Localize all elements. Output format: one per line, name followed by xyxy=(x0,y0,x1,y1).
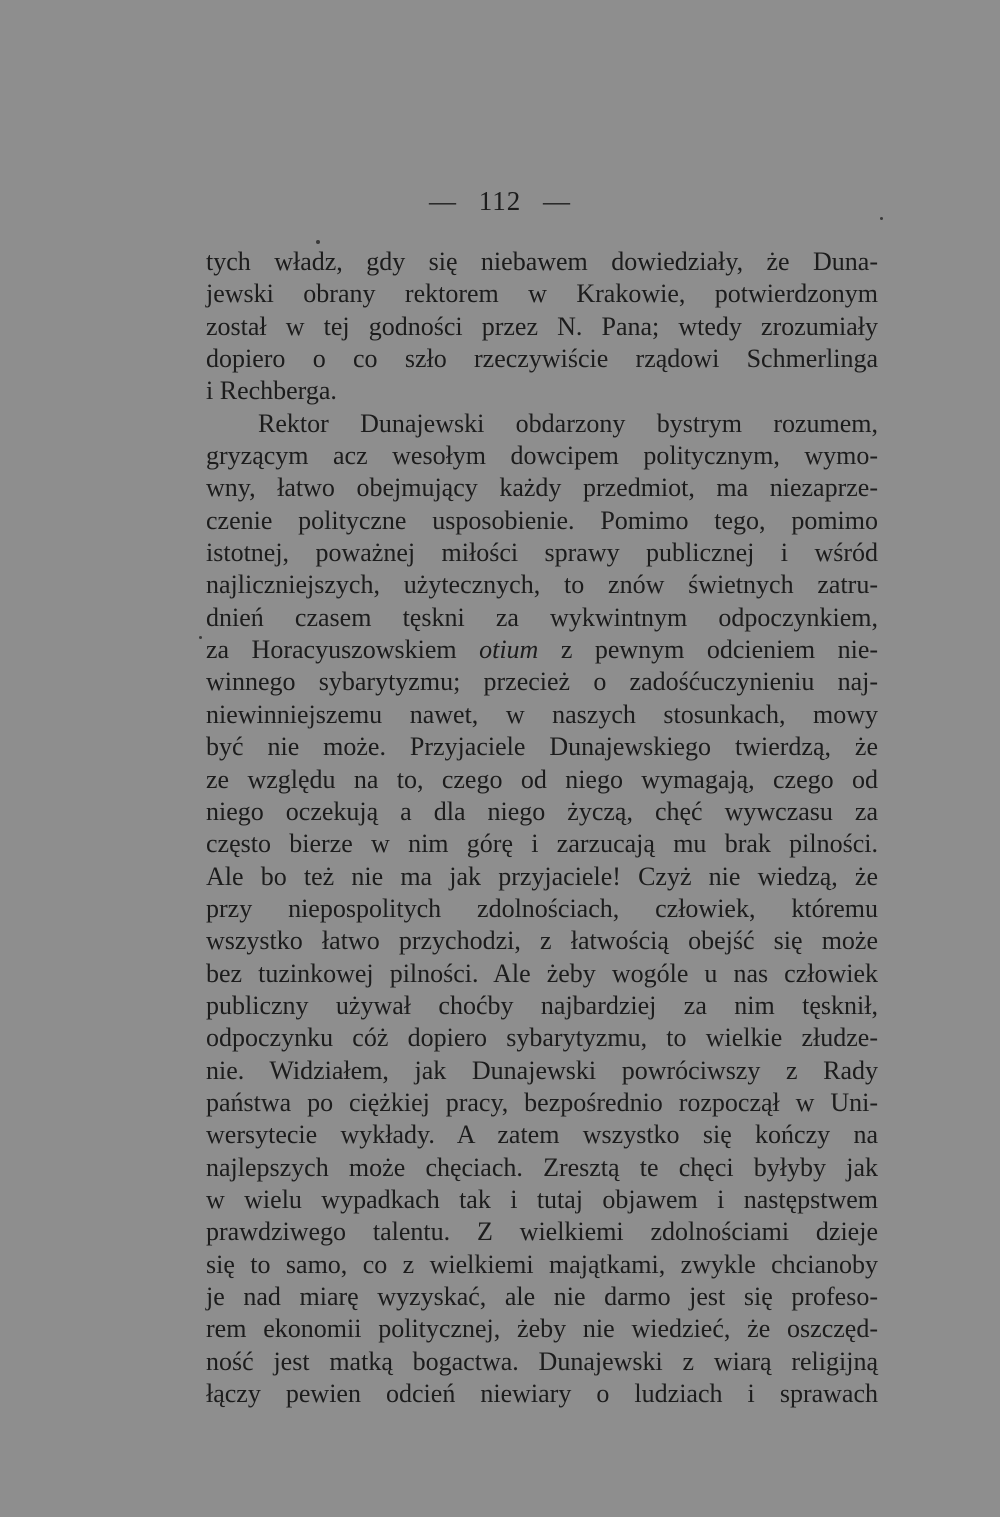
page-body-text xyxy=(206,246,878,1410)
text-line: w wielu wypadkach tak i tutaj objawem i następstwem xyxy=(206,1184,878,1214)
text-line: Ale bo też nie ma jak przyjaciele! Czyż nie wiedzą, że xyxy=(206,861,878,891)
text-line: wszystko łatwo przychodzi, z łatwością obejść się może xyxy=(206,926,878,956)
text-line: prawdziwego talentu. Z wielkiemi zdolnościami dzieje xyxy=(206,1217,878,1247)
text-line: i Rechberga. xyxy=(206,376,337,406)
header-left-dash: — xyxy=(429,186,457,216)
text-line: niego oczekują a dla niego życzą, chęć wywczasu za xyxy=(206,796,878,826)
text-line: nie. Widziałem, jak Dunajewski powróciwszy z Rady xyxy=(206,1055,878,1085)
text-line: przy niepospolitych zdolnościach, człowiek, któremu xyxy=(206,893,878,923)
text-line: został w tej godności przez N. Pana; wtedy zrozumiały xyxy=(206,311,878,341)
page-header xyxy=(0,186,1000,217)
text-line: najlepszych może chęciach. Zresztą te chęci byłyby jak xyxy=(206,1152,878,1182)
text-line: łączy pewien odcień niewiary o ludziach i sprawach xyxy=(206,1379,878,1409)
text-line: tych władz, gdy się niebawem dowiedziały, że Duna- xyxy=(206,247,878,276)
text-line: wersytecie wykłady. A zatem wszystko się kończy na xyxy=(206,1120,878,1150)
text-line: gryzącym acz wesołym dowcipem politycznym, wymo- xyxy=(206,441,878,471)
text-line: bez tuzinkowej pilności. Ale żeby wogóle u nas człowiek xyxy=(206,958,878,988)
text-line: winnego sybarytyzmu; przecież o zadośćuczynieniu naj- xyxy=(206,667,878,697)
text-segment: z pewnym odcieniem nie- xyxy=(560,635,879,665)
text-line: ze względu na to, czego od niego wymagają, czego od xyxy=(206,764,878,794)
header-right-dash: — xyxy=(543,186,571,216)
text-line: niewinniejszemu nawet, w naszych stosunkach, mowy xyxy=(206,699,878,729)
text-line: dopiero o co szło rzeczywiście rządowi Schmerlinga xyxy=(206,344,878,374)
text-line: się to samo, co z wielkiemi majątkami, zwykle chcianoby xyxy=(206,1249,878,1279)
print-speck xyxy=(199,636,202,639)
italic-word: otium xyxy=(479,635,539,665)
text-line: je nad miarę wyzyskać, ale nie darmo jest się profeso- xyxy=(206,1282,878,1311)
page-number: 112 xyxy=(478,186,522,216)
text-line: istotnej, poważnej miłości sprawy publicznej i wśród xyxy=(206,538,878,568)
text-line: dnień czasem tęskni za wykwintnym odpoczynkiem, xyxy=(206,602,878,632)
text-line: jewski obrany rektorem w Krakowie, potwierdzonym xyxy=(206,279,878,309)
text-line: czenie polityczne usposobienie. Pomimo tego, pomimo xyxy=(206,505,878,535)
text-line: państwa po ciężkiej pracy, bezpośrednio rozpoczął w Uni- xyxy=(206,1087,878,1117)
print-speck xyxy=(880,217,883,220)
text-line-with-italic xyxy=(206,634,878,666)
paragraph-first-line: Rektor Dunajewski obdarzony bystrym rozumem, xyxy=(258,408,878,438)
text-line: odpoczynku cóż dopiero sybarytyzmu, to wielkie złudze- xyxy=(206,1023,878,1053)
text-line: publiczny używał choćby najbardziej za nim tęsknił, xyxy=(206,990,878,1020)
text-line: najliczniejszych, użytecznych, to znów świetnych zatru- xyxy=(206,570,878,600)
text-line: wny, łatwo obejmujący każdy przedmiot, ma niezaprze- xyxy=(206,473,878,503)
text-line: rem ekonomii politycznej, żeby nie wiedzieć, że oszczęd- xyxy=(206,1314,878,1344)
text-line: często bierze w nim górę i zarzucają mu brak pilności. xyxy=(206,829,878,859)
text-line: być nie może. Przyjaciele Dunajewskiego twierdzą, że xyxy=(206,732,878,762)
print-speck xyxy=(316,240,320,244)
text-segment: za Horacyuszowskiem xyxy=(206,635,457,665)
text-line: ność jest matką bogactwa. Dunajewski z wiarą religijną xyxy=(206,1346,878,1376)
